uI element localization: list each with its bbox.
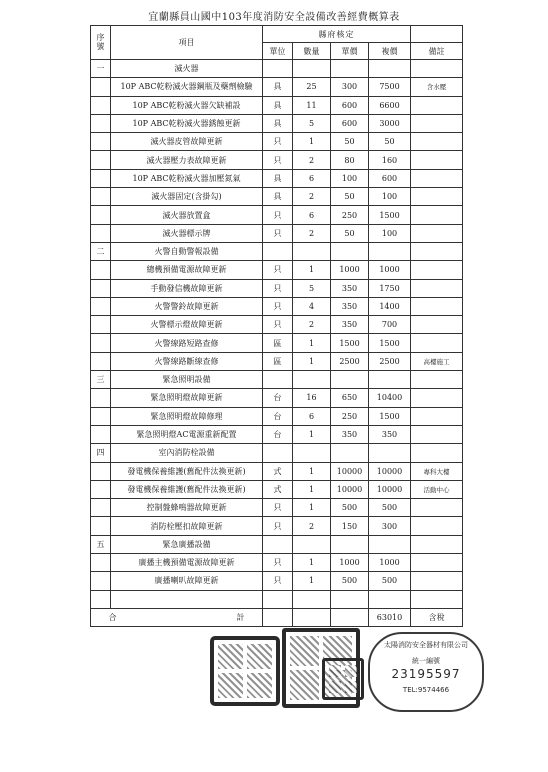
item-name: 火警線路斷線查修 xyxy=(111,352,263,370)
section-row xyxy=(91,371,463,389)
item-unit: 只 xyxy=(263,279,293,297)
item-unit: 只 xyxy=(263,572,293,590)
item-qty: 2 xyxy=(293,224,331,242)
empty-cell xyxy=(293,242,331,260)
item-unit: 台 xyxy=(263,407,293,425)
item-price: 2500 xyxy=(331,352,369,370)
personal-seal-stamp xyxy=(322,658,364,700)
item-total: 1000 xyxy=(369,554,411,572)
empty-cell xyxy=(293,444,331,462)
item-note: 活動中心 xyxy=(411,480,463,498)
table-row xyxy=(91,572,463,590)
empty-cell xyxy=(369,60,411,78)
item-total: 3000 xyxy=(369,114,411,132)
table-row xyxy=(91,96,463,114)
section-number: 四 xyxy=(91,444,111,462)
row-number-cell xyxy=(91,352,111,370)
item-note xyxy=(411,114,463,132)
item-qty: 2 xyxy=(293,316,331,334)
section-name: 滅火器 xyxy=(111,60,263,78)
item-qty: 25 xyxy=(293,78,331,96)
item-price: 10000 xyxy=(331,462,369,480)
item-note xyxy=(411,96,463,114)
table-row xyxy=(91,297,463,315)
section-name: 緊急廣播設備 xyxy=(111,535,263,553)
total-label xyxy=(91,608,263,626)
empty-cell xyxy=(293,590,331,608)
item-price: 600 xyxy=(331,114,369,132)
item-qty: 1 xyxy=(293,554,331,572)
item-name: 滅火器放置盒 xyxy=(111,206,263,224)
item-qty: 1 xyxy=(293,334,331,352)
item-qty: 1 xyxy=(293,133,331,151)
item-note xyxy=(411,206,463,224)
item-name: 緊急照明燈AC電源重新配置 xyxy=(111,425,263,443)
item-total: 500 xyxy=(369,499,411,517)
item-total: 100 xyxy=(369,188,411,206)
table-row xyxy=(91,499,463,517)
empty-cell xyxy=(331,590,369,608)
item-note xyxy=(411,133,463,151)
header-note-blank xyxy=(411,26,463,43)
item-qty: 11 xyxy=(293,96,331,114)
item-qty: 4 xyxy=(293,297,331,315)
item-unit: 只 xyxy=(263,554,293,572)
empty-cell xyxy=(263,444,293,462)
header-county: 縣府核定 xyxy=(263,26,411,43)
table-row xyxy=(91,151,463,169)
budget-table xyxy=(90,25,463,627)
blank-row xyxy=(91,590,463,608)
section-number: 一 xyxy=(91,60,111,78)
item-unit: 只 xyxy=(263,517,293,535)
item-price: 100 xyxy=(331,169,369,187)
item-unit: 區 xyxy=(263,352,293,370)
item-note xyxy=(411,517,463,535)
item-price: 80 xyxy=(331,151,369,169)
item-unit: 只 xyxy=(263,133,293,151)
item-total: 50 xyxy=(369,133,411,151)
item-unit: 只 xyxy=(263,316,293,334)
empty-cell xyxy=(411,242,463,260)
item-note xyxy=(411,425,463,443)
section-name: 緊急照明設備 xyxy=(111,371,263,389)
item-name: 緊急照明燈故障修理 xyxy=(111,407,263,425)
tax-note: 含稅 xyxy=(411,608,463,626)
item-total: 10000 xyxy=(369,462,411,480)
item-unit: 只 xyxy=(263,151,293,169)
row-number-cell xyxy=(91,572,111,590)
total-unit-cell xyxy=(263,608,293,626)
table-row xyxy=(91,334,463,352)
item-unit: 只 xyxy=(263,499,293,517)
table-row xyxy=(91,389,463,407)
row-number-cell xyxy=(91,425,111,443)
item-price: 50 xyxy=(331,188,369,206)
row-number-cell xyxy=(91,224,111,242)
item-qty: 2 xyxy=(293,188,331,206)
empty-cell xyxy=(293,535,331,553)
section-row xyxy=(91,535,463,553)
item-total: 100 xyxy=(369,224,411,242)
item-total: 7500 xyxy=(369,78,411,96)
item-price: 500 xyxy=(331,499,369,517)
item-unit: 只 xyxy=(263,206,293,224)
total-qty-cell xyxy=(293,608,331,626)
table-row xyxy=(91,169,463,187)
company-name: 太陽消防安全器材有限公司 xyxy=(384,641,468,649)
item-note: 高樓施工 xyxy=(411,352,463,370)
empty-cell xyxy=(263,371,293,389)
item-price: 1000 xyxy=(331,554,369,572)
item-name: 滅火器皮管故障更新 xyxy=(111,133,263,151)
item-name: 發電機保養維護(舊配件汰換更新) xyxy=(111,480,263,498)
row-number-cell xyxy=(91,297,111,315)
item-note: 專科大樓 xyxy=(411,462,463,480)
item-total: 6600 xyxy=(369,96,411,114)
empty-cell xyxy=(111,590,263,608)
empty-cell xyxy=(293,60,331,78)
item-unit: 台 xyxy=(263,389,293,407)
empty-cell xyxy=(411,535,463,553)
item-qty: 16 xyxy=(293,389,331,407)
item-price: 500 xyxy=(331,572,369,590)
item-note xyxy=(411,572,463,590)
item-unit: 台 xyxy=(263,425,293,443)
item-name: 總機預備電源故障更新 xyxy=(111,261,263,279)
empty-cell xyxy=(369,242,411,260)
row-number-cell xyxy=(91,499,111,517)
total-label-left: 合 xyxy=(108,612,117,622)
item-total: 600 xyxy=(369,169,411,187)
header-price: 單價 xyxy=(331,43,369,60)
item-unit: 具 xyxy=(263,96,293,114)
empty-cell xyxy=(411,60,463,78)
item-price: 300 xyxy=(331,78,369,96)
item-name: 10P ABC乾粉滅火器鋼瓶及藥劑檢驗 xyxy=(111,78,263,96)
empty-cell xyxy=(263,590,293,608)
item-total: 1400 xyxy=(369,297,411,315)
empty-cell xyxy=(331,60,369,78)
row-number-cell xyxy=(91,261,111,279)
header-row-top xyxy=(91,26,463,43)
item-name: 廣播喇叭故障更新 xyxy=(111,572,263,590)
row-number-cell xyxy=(91,517,111,535)
item-qty: 6 xyxy=(293,407,331,425)
item-total: 1500 xyxy=(369,407,411,425)
empty-cell xyxy=(369,535,411,553)
item-total: 10000 xyxy=(369,480,411,498)
table-row xyxy=(91,425,463,443)
company-tax-id: 23195597 xyxy=(391,667,461,681)
table-row xyxy=(91,188,463,206)
row-number-cell xyxy=(91,151,111,169)
item-price: 650 xyxy=(331,389,369,407)
item-note xyxy=(411,188,463,206)
empty-cell xyxy=(331,242,369,260)
item-price: 1000 xyxy=(331,261,369,279)
row-number-cell xyxy=(91,206,111,224)
company-phone: TEL:9574466 xyxy=(402,686,450,694)
row-number-cell xyxy=(91,96,111,114)
company-tax-label: 統一編號 xyxy=(412,657,440,665)
section-name: 火警自動警報設備 xyxy=(111,242,263,260)
section-number: 二 xyxy=(91,242,111,260)
table-row xyxy=(91,114,463,132)
item-name: 滅火器壓力表故障更新 xyxy=(111,151,263,169)
item-name: 滅火器標示牌 xyxy=(111,224,263,242)
table-row xyxy=(91,480,463,498)
row-number-cell xyxy=(91,279,111,297)
row-number-cell xyxy=(91,389,111,407)
item-note: 含水壓 xyxy=(411,78,463,96)
empty-cell xyxy=(331,444,369,462)
item-total: 350 xyxy=(369,425,411,443)
item-note xyxy=(411,334,463,352)
item-price: 600 xyxy=(331,96,369,114)
item-note xyxy=(411,297,463,315)
item-price: 250 xyxy=(331,407,369,425)
company-stamp xyxy=(368,632,484,712)
table-row xyxy=(91,462,463,480)
table-row xyxy=(91,224,463,242)
empty-cell xyxy=(331,371,369,389)
item-qty: 1 xyxy=(293,261,331,279)
empty-cell xyxy=(293,371,331,389)
item-note xyxy=(411,407,463,425)
item-qty: 1 xyxy=(293,572,331,590)
item-price: 50 xyxy=(331,224,369,242)
row-number-cell xyxy=(91,114,111,132)
table-row xyxy=(91,352,463,370)
section-number: 五 xyxy=(91,535,111,553)
page-title: 宜蘭縣員山國中103年度消防安全設備改善經費概算表 xyxy=(148,12,400,23)
item-qty: 5 xyxy=(293,279,331,297)
table-row xyxy=(91,279,463,297)
total-label-right: 計 xyxy=(236,612,245,622)
empty-cell xyxy=(369,444,411,462)
item-unit: 只 xyxy=(263,224,293,242)
section-number: 三 xyxy=(91,371,111,389)
item-note xyxy=(411,224,463,242)
item-total: 700 xyxy=(369,316,411,334)
item-note xyxy=(411,499,463,517)
item-unit: 式 xyxy=(263,462,293,480)
item-name: 控制盤蜂鳴器故障更新 xyxy=(111,499,263,517)
header-note: 備註 xyxy=(411,43,463,60)
table-row xyxy=(91,517,463,535)
item-total: 160 xyxy=(369,151,411,169)
empty-cell xyxy=(91,590,111,608)
item-price: 350 xyxy=(331,316,369,334)
row-number-cell xyxy=(91,316,111,334)
row-number-cell xyxy=(91,480,111,498)
item-price: 50 xyxy=(331,133,369,151)
item-qty: 2 xyxy=(293,151,331,169)
item-name: 10P ABC乾粉滅火器銹蝕更新 xyxy=(111,114,263,132)
item-price: 250 xyxy=(331,206,369,224)
empty-cell xyxy=(263,242,293,260)
item-unit: 具 xyxy=(263,188,293,206)
empty-cell xyxy=(263,60,293,78)
row-number-cell xyxy=(91,462,111,480)
item-qty: 6 xyxy=(293,169,331,187)
item-name: 火警線路短路查修 xyxy=(111,334,263,352)
item-unit: 具 xyxy=(263,114,293,132)
header-qty: 數量 xyxy=(293,43,331,60)
item-qty: 1 xyxy=(293,499,331,517)
item-note xyxy=(411,389,463,407)
item-unit: 區 xyxy=(263,334,293,352)
item-price: 10000 xyxy=(331,480,369,498)
item-total: 1500 xyxy=(369,206,411,224)
item-qty: 5 xyxy=(293,114,331,132)
item-name: 10P ABC乾粉滅火器欠缺補設 xyxy=(111,96,263,114)
item-total: 500 xyxy=(369,572,411,590)
section-row xyxy=(91,60,463,78)
header-item: 項目 xyxy=(111,26,263,60)
item-total: 1750 xyxy=(369,279,411,297)
item-unit: 具 xyxy=(263,78,293,96)
item-price: 1500 xyxy=(331,334,369,352)
table-row xyxy=(91,78,463,96)
section-row xyxy=(91,444,463,462)
empty-cell xyxy=(331,535,369,553)
empty-cell xyxy=(369,590,411,608)
row-number-cell xyxy=(91,169,111,187)
header-unit: 單位 xyxy=(263,43,293,60)
item-unit: 具 xyxy=(263,169,293,187)
item-price: 350 xyxy=(331,279,369,297)
table-row xyxy=(91,407,463,425)
item-qty: 1 xyxy=(293,352,331,370)
item-total: 300 xyxy=(369,517,411,535)
total-price-cell xyxy=(331,608,369,626)
section-name: 室內消防栓設備 xyxy=(111,444,263,462)
header-no: 序號 xyxy=(91,26,111,60)
item-unit: 只 xyxy=(263,297,293,315)
item-total: 10400 xyxy=(369,389,411,407)
item-name: 滅火器固定(含掛勾) xyxy=(111,188,263,206)
row-number-cell xyxy=(91,78,111,96)
item-name: 火警警鈴故障更新 xyxy=(111,297,263,315)
item-note xyxy=(411,151,463,169)
item-qty: 2 xyxy=(293,517,331,535)
table-body xyxy=(91,60,463,609)
item-qty: 1 xyxy=(293,480,331,498)
item-note xyxy=(411,554,463,572)
item-unit: 只 xyxy=(263,261,293,279)
row-number-cell xyxy=(91,334,111,352)
item-qty: 1 xyxy=(293,425,331,443)
empty-cell xyxy=(411,371,463,389)
item-qty: 6 xyxy=(293,206,331,224)
item-total: 1000 xyxy=(369,261,411,279)
table-row xyxy=(91,133,463,151)
school-seal-stamp xyxy=(210,636,280,706)
item-name: 火警標示燈故障更新 xyxy=(111,316,263,334)
item-name: 10P ABC乾粉滅火器加壓氮氣 xyxy=(111,169,263,187)
row-number-cell xyxy=(91,554,111,572)
total-value: 63010 xyxy=(369,608,411,626)
header-total: 複價 xyxy=(369,43,411,60)
item-name: 手動發信機故障更新 xyxy=(111,279,263,297)
total-row xyxy=(91,608,463,626)
item-name: 緊急照明燈故障更新 xyxy=(111,389,263,407)
item-qty: 1 xyxy=(293,462,331,480)
row-number-cell xyxy=(91,407,111,425)
item-price: 350 xyxy=(331,297,369,315)
item-note xyxy=(411,316,463,334)
item-total: 2500 xyxy=(369,352,411,370)
item-total: 1500 xyxy=(369,334,411,352)
empty-cell xyxy=(411,590,463,608)
empty-cell xyxy=(369,371,411,389)
table-row xyxy=(91,261,463,279)
item-name: 發電機保養維護(舊配件汰換更新) xyxy=(111,462,263,480)
item-note xyxy=(411,279,463,297)
row-number-cell xyxy=(91,133,111,151)
item-price: 150 xyxy=(331,517,369,535)
item-price: 350 xyxy=(331,425,369,443)
item-name: 廣播主機預備電源故障更新 xyxy=(111,554,263,572)
item-note xyxy=(411,169,463,187)
item-unit: 式 xyxy=(263,480,293,498)
empty-cell xyxy=(411,444,463,462)
row-number-cell xyxy=(91,188,111,206)
table-row xyxy=(91,554,463,572)
section-row xyxy=(91,242,463,260)
empty-cell xyxy=(263,535,293,553)
item-name: 消防栓壓扣故障更新 xyxy=(111,517,263,535)
item-note xyxy=(411,261,463,279)
table-row xyxy=(91,206,463,224)
table-row xyxy=(91,316,463,334)
